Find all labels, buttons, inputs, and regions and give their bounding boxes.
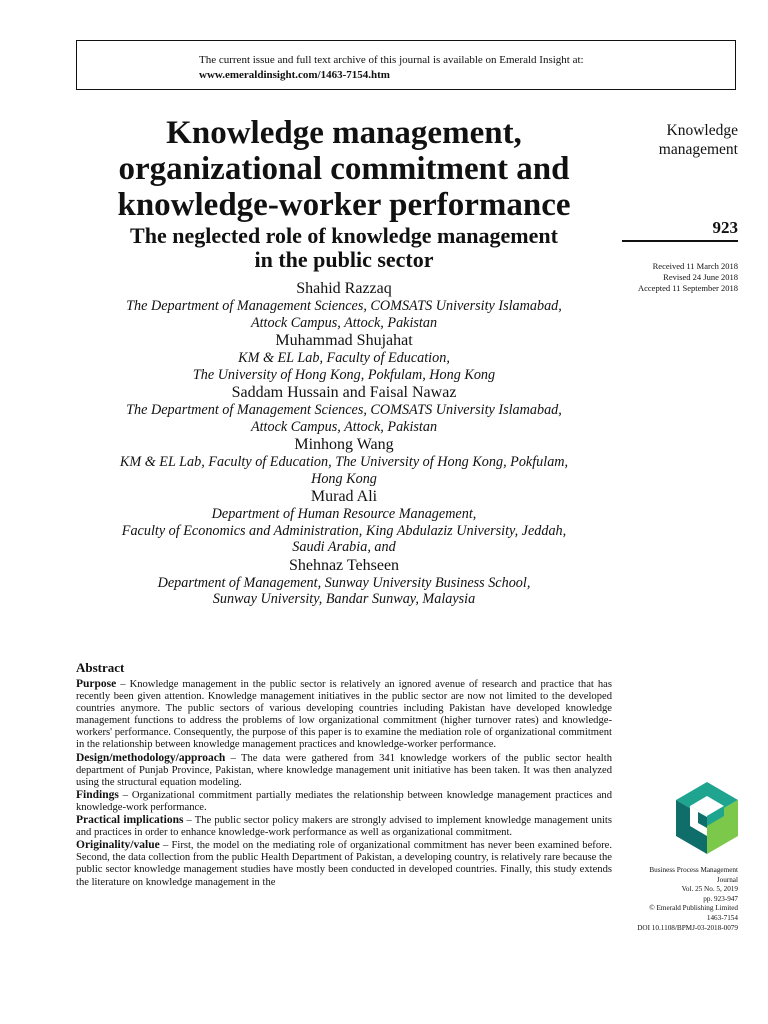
revised-date: Revised 24 June 2018: [663, 272, 738, 282]
abstract-text: – First, the model on the mediating role of organizational commitment has never been examined before. Second, the data collection from the public Health Department of Pakistan, a developing country, is relatively rare because the public sector knowledge management studies have mostly been conducted in developed countries. Finally, this study extends the literature on knowledge management in the: [76, 840, 612, 888]
author-name: Muhammad Shujahat: [275, 332, 413, 349]
author-affiliation: Saudi Arabia, and: [292, 539, 396, 555]
abstract-label: Design/methodology/approach: [76, 751, 226, 764]
abstract-design: [76, 752, 612, 789]
paper-subtitle: [76, 224, 612, 272]
abstract-purpose: [76, 678, 612, 752]
page-number: 923: [712, 218, 738, 237]
journal-name: Business Process Management: [649, 866, 738, 874]
journal-doi[interactable]: DOI 10.1108/BPMJ-03-2018-0079: [637, 923, 738, 932]
author-name: Murad Ali: [310, 488, 378, 505]
abstract-originality: [76, 839, 612, 888]
accepted-date: Accepted 11 September 2018: [638, 283, 738, 293]
title-line: organizational commitment and: [118, 151, 570, 187]
author-name: Saddam Hussain and Faisal Nawaz: [231, 384, 457, 401]
author-affiliation: KM & EL Lab, Faculty of Education,: [238, 350, 450, 366]
author-affiliation: Attock Campus, Attock, Pakistan: [250, 418, 438, 435]
abstract-heading: Abstract: [76, 660, 125, 675]
author-block: [76, 487, 612, 556]
page-number-rule: [622, 240, 738, 242]
journal-info: [600, 866, 738, 933]
subtitle-line: in the public sector: [254, 247, 434, 272]
abstract-findings: [76, 789, 612, 814]
author-name: Shahid Razzaq: [296, 280, 392, 297]
abstract-text: – The data were gathered from 341 knowledge workers of the public sector health department of Punjab Province, Pakistan, where knowledge management unit initiative has been taken. It was then analyzed using the structural equation modeling.: [76, 752, 612, 788]
author-affiliation: The Department of Management Sciences, COMSATS University Islamabad,: [126, 298, 562, 314]
journal-issn: 1463-7154: [706, 913, 738, 922]
author-name: Minhong Wang: [294, 436, 394, 453]
abstract-label: Practical implications: [76, 814, 184, 827]
author-affiliation: Faculty of Economics and Administration, King Abdulaziz University, Jeddah,: [121, 522, 567, 539]
running-title-line: management: [658, 141, 738, 158]
title-line: knowledge-worker performance: [117, 187, 571, 223]
author-affiliation: Sunway University, Bandar Sunway, Malaysia: [212, 591, 476, 607]
notice-url[interactable]: www.emeraldinsight.com/1463-7154.htm: [199, 69, 390, 81]
abstract-text: – Knowledge management in the public sector is relatively an ignored avenue of research and practice that has recently been given attention. Knowledge management initiatives in the public sector are now not limited to the developed countries anymore. The public sectors of various developing countries including Pakistan have developed knowledge management functions to address the problems of low organizational commitment (higher turnover rates) and knowledge-workers' performance. Consequently, the purpose of this paper is to examine the mediation role of organizational commitment in the relationship between knowledge management practices and knowledge-worker performance.: [76, 679, 612, 751]
journal-publisher: © Emerald Publishing Limited: [649, 904, 738, 913]
subtitle-line: The neglected role of knowledge management: [130, 223, 558, 248]
abstract-practical: [76, 814, 612, 839]
author-block: [76, 383, 612, 435]
author-block: [76, 435, 612, 487]
author-affiliation: The University of Hong Kong, Pokfulam, Hong Kong: [192, 366, 496, 383]
abstract-text: – Organizational commitment partially mediates the relationship between knowledge management practices and knowledge-work performance.: [76, 789, 612, 813]
running-title: [659, 121, 738, 159]
journal-pages: pp. 923-947: [703, 894, 738, 903]
notice-text: The current issue and full text archive of this journal is available on Emerald Insight at:: [199, 54, 584, 66]
abstract-label: Originality/value: [76, 839, 160, 852]
author-affiliation: KM & EL Lab, Faculty of Education, The University of Hong Kong, Pokfulam,: [119, 454, 569, 470]
author-affiliation: Hong Kong: [311, 470, 377, 487]
abstract-text: – The public sector policy makers are strongly advised to implement knowledge management units and practices in order to enhance knowledge-work performance as well as organizational commitment.: [76, 815, 612, 839]
journal-name: Journal: [716, 875, 738, 884]
journal-notice-box: [76, 40, 736, 90]
author-list: [76, 279, 612, 608]
running-title-line: Knowledge: [666, 122, 738, 139]
abstract-label: Purpose: [76, 678, 117, 690]
author-affiliation: Attock Campus, Attock, Pakistan: [250, 314, 438, 331]
abstract-label: Findings: [76, 788, 119, 801]
author-block: [76, 556, 612, 608]
author-block: [76, 279, 612, 331]
abstract-section: [76, 660, 612, 889]
author-block: [76, 331, 612, 383]
author-affiliation: Department of Management, Sunway University Business School,: [157, 574, 531, 591]
paper-title: [76, 115, 612, 223]
journal-logo-icon: [676, 782, 738, 854]
title-line: Knowledge management,: [166, 115, 522, 151]
author-affiliation: The Department of Management Sciences, COMSATS University Islamabad,: [126, 402, 562, 418]
author-name: Shehnaz Tehseen: [288, 556, 400, 574]
journal-volume: Vol. 25 No. 5, 2019: [681, 885, 738, 894]
received-date: Received 11 March 2018: [652, 261, 738, 271]
author-affiliation: Department of Human Resource Management,: [211, 506, 477, 522]
article-dates: [600, 261, 738, 294]
